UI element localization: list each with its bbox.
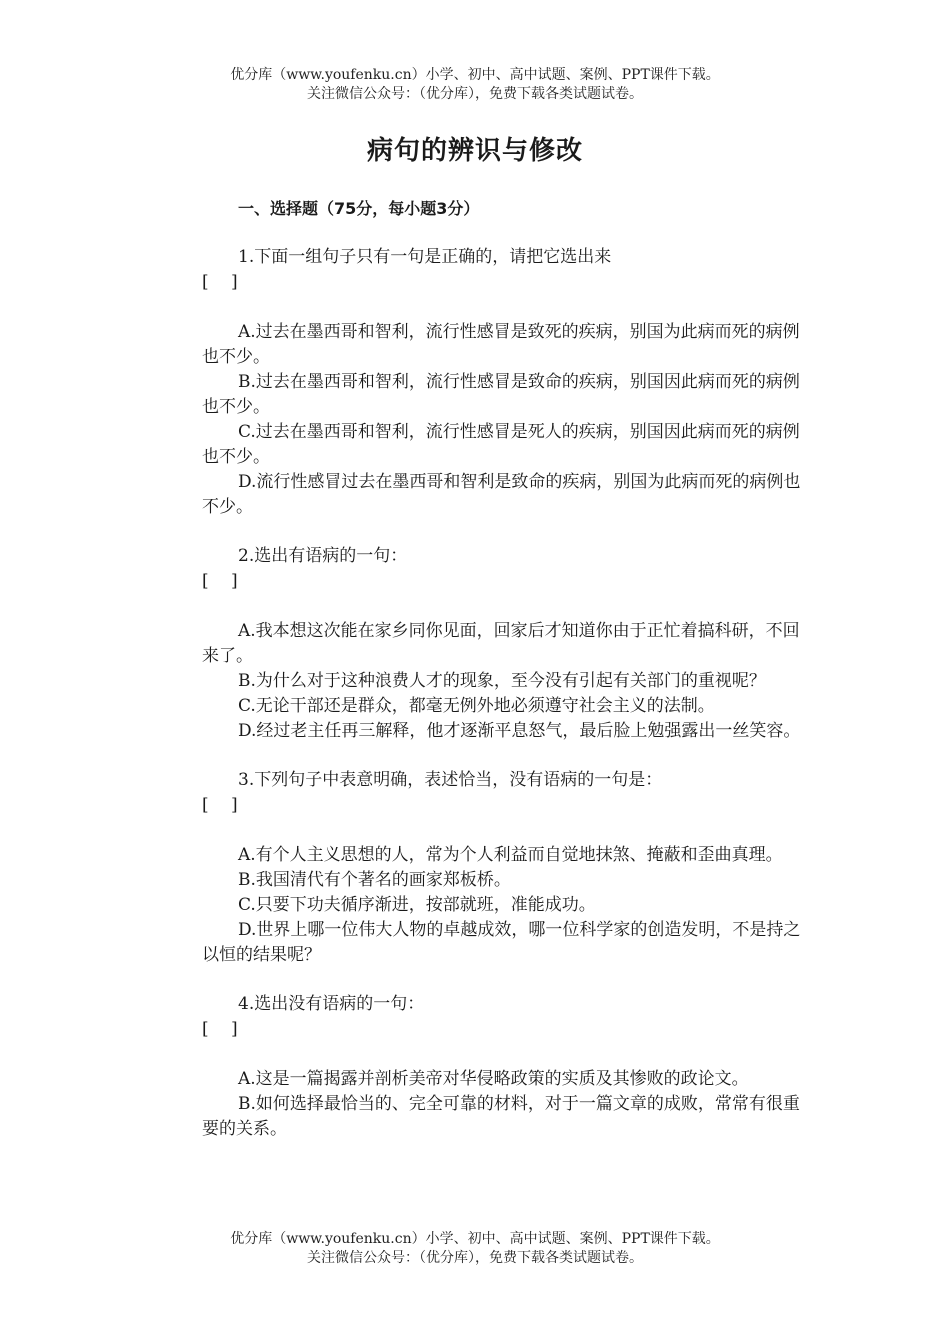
option-c: C.只要下功夫循序渐进，按部就班，准能成功。: [238, 895, 596, 915]
option-b: B.如何选择最恰当的、完全可靠的材料，对于一篇文章的成败，常常有很重要的关系。: [202, 1094, 800, 1139]
question-stem: 3.下列句子中表意明确，表述恰当，没有语病的一句是：: [238, 770, 663, 790]
question-stem: 2.选出有语病的一句：: [238, 546, 408, 566]
page-footer: [0, 1230, 950, 1268]
option-c: C.过去在墨西哥和智利，流行性感冒是死人的疾病，别国因此病而死的病例也不少。: [202, 422, 800, 467]
option-a: A.这是一篇揭露并剖析美帝对华侵略政策的实质及其惨败的政论文。: [238, 1069, 749, 1089]
footer-line-1: 优分库（www.youfenku.cn）小学、初中、高中试题、案例、PPT课件下载。: [230, 1231, 720, 1247]
option-b: B.为什么对于这种浪费人才的现象，至今没有引起有关部门的重视呢？: [238, 671, 766, 691]
document-body: [202, 196, 802, 1166]
answer-blank: [ ]: [202, 272, 238, 292]
header-line-2: 关注微信公众号：（优分库），免费下载各类试题试卷。: [307, 86, 643, 102]
option-d: D.流行性感冒过去在墨西哥和智利是致命的疾病，别国为此病而死的病例也不少。: [202, 472, 801, 517]
header-line-1: 优分库（www.youfenku.cn）小学、初中、高中试题、案例、PPT课件下载。: [230, 67, 720, 83]
option-c: C.无论干部还是群众，都毫无例外地必须遵守社会主义的法制。: [238, 696, 715, 716]
answer-blank: [ ]: [202, 795, 238, 815]
option-a: A.我本想这次能在家乡同你见面，回家后才知道你由于正忙着搞科研，不回来了。: [202, 621, 800, 666]
option-d: D.世界上哪一位伟大人物的卓越成效，哪一位科学家的创造发明，不是持之以恒的结果呢？: [202, 920, 801, 965]
question-4: [202, 992, 802, 1142]
option-b: B.我国清代有个著名的画家郑板桥。: [238, 870, 511, 890]
question-stem: 4.选出没有语病的一句：: [238, 994, 425, 1014]
option-b: B.过去在墨西哥和智利，流行性感冒是致命的疾病，别国因此病而死的病例也不少。: [202, 372, 800, 417]
question-stem: 1.下面一组句子只有一句是正确的，请把它选出来: [238, 247, 612, 267]
page-header: [0, 66, 950, 104]
section-heading: 一、选择题（75分，每小题3分）: [238, 199, 480, 218]
answer-blank: [ ]: [202, 571, 238, 591]
question-2: [202, 544, 802, 744]
question-1: [202, 245, 802, 520]
question-3: [202, 768, 802, 968]
option-d: D.经过老主任再三解释，他才逐渐平息怒气，最后脸上勉强露出一丝笑容。: [238, 721, 801, 741]
footer-line-2: 关注微信公众号：（优分库），免费下载各类试题试卷。: [307, 1250, 643, 1266]
page-title: 病句的辨识与修改: [366, 136, 583, 166]
option-a: A.过去在墨西哥和智利，流行性感冒是致死的疾病，别国为此病而死的病例也不少。: [202, 322, 800, 367]
option-a: A.有个人主义思想的人，常为个人利益而自觉地抹煞、掩蔽和歪曲真理。: [238, 845, 783, 865]
answer-blank: [ ]: [202, 1019, 238, 1039]
